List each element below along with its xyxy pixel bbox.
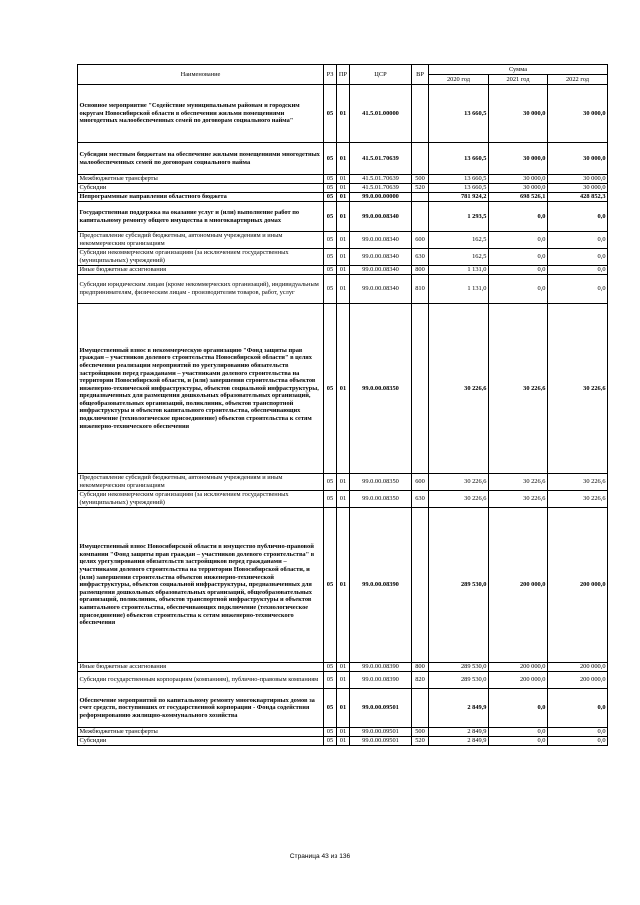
table-row — [78, 184, 608, 193]
row-pr: 01 — [337, 672, 350, 689]
row-rz: 05 — [324, 474, 337, 491]
row-name: Непрограммные направления областного бюджета — [78, 193, 324, 202]
row-pr: 01 — [337, 737, 350, 746]
row-vr: 820 — [412, 672, 429, 689]
row-value-2020: 2 849,9 — [429, 737, 489, 746]
row-pr: 01 — [337, 474, 350, 491]
table-row — [78, 304, 608, 474]
header-year-2021: 2021 год — [489, 75, 548, 85]
row-value-2022: 200 000,0 — [548, 663, 608, 672]
row-csr: 99.0.00.09501 — [350, 737, 412, 746]
row-rz: 05 — [324, 175, 337, 184]
row-name: Субсидии государственным корпорациям (компаниям), публично-правовым компаниям — [78, 672, 324, 689]
row-csr: 99.0.00.08340 — [350, 232, 412, 249]
row-name: Имущественный взнос Новосибирской области в имущество публично-правовой компании "Фонд защиты прав граждан – участников долевого строительства" в целях урегулирования обязательств застройщиков перед гражданами – участниками долевого строительства на территории Новосибирской области, и (или) завершения строительства объектов инженерно-технической инфраструктуры, объектов социальной инфраструктуры, предназначенных для размещения дошкольных образовательных организаций, общеобразовательных организаций, поликлиник, объектов транспортной инфраструктуры и объектов капитального строительства, обеспечивающих подключение (технологическое присоединение) объектов строительства к сетям инженерно-технического обеспечения — [78, 508, 324, 663]
row-vr — [412, 508, 429, 663]
row-vr: 500 — [412, 728, 429, 737]
row-value-2022: 200 000,0 — [548, 508, 608, 663]
row-value-2020: 289 530,0 — [429, 672, 489, 689]
table-header — [78, 65, 608, 85]
header-sum: Сумма — [429, 65, 608, 75]
row-pr: 01 — [337, 232, 350, 249]
row-value-2022: 30 000,0 — [548, 143, 608, 175]
row-rz: 05 — [324, 266, 337, 275]
row-pr: 01 — [337, 184, 350, 193]
row-pr: 01 — [337, 663, 350, 672]
row-value-2020: 1 293,5 — [429, 202, 489, 232]
row-value-2021: 0,0 — [489, 275, 548, 304]
row-csr: 99.0.00.08340 — [350, 249, 412, 266]
budget-table — [77, 64, 608, 746]
row-rz: 05 — [324, 193, 337, 202]
row-vr — [412, 202, 429, 232]
row-vr — [412, 85, 429, 143]
row-name: Предоставление субсидий бюджетным, автономным учреждениям и иным некоммерческим организациям — [78, 232, 324, 249]
row-csr: 99.0.00.09501 — [350, 689, 412, 728]
row-value-2022: 200 000,0 — [548, 672, 608, 689]
row-value-2020: 162,5 — [429, 232, 489, 249]
row-pr: 01 — [337, 202, 350, 232]
row-rz: 05 — [324, 728, 337, 737]
row-value-2022: 30 000,0 — [548, 85, 608, 143]
row-csr: 99.0.00.08340 — [350, 266, 412, 275]
row-rz: 05 — [324, 508, 337, 663]
row-value-2022: 0,0 — [548, 728, 608, 737]
row-vr: 630 — [412, 249, 429, 266]
row-rz: 05 — [324, 202, 337, 232]
row-value-2022: 0,0 — [548, 266, 608, 275]
table-row — [78, 491, 608, 508]
row-pr: 01 — [337, 275, 350, 304]
table-row — [78, 202, 608, 232]
row-value-2022: 30 226,6 — [548, 491, 608, 508]
row-value-2020: 781 924,2 — [429, 193, 489, 202]
row-value-2020: 13 660,5 — [429, 143, 489, 175]
row-pr: 01 — [337, 193, 350, 202]
row-csr: 99.0.00.08390 — [350, 672, 412, 689]
row-value-2021: 0,0 — [489, 737, 548, 746]
row-rz: 05 — [324, 672, 337, 689]
table-row — [78, 689, 608, 728]
row-value-2021: 0,0 — [489, 728, 548, 737]
table-row — [78, 474, 608, 491]
row-rz: 05 — [324, 689, 337, 728]
row-pr: 01 — [337, 266, 350, 275]
row-value-2021: 30 000,0 — [489, 85, 548, 143]
table-row — [78, 275, 608, 304]
table-row — [78, 193, 608, 202]
row-name: Государственная поддержка на оказание услуг и (или) выполнение работ по капитальному ремонту общего имущества в многоквартирных домах — [78, 202, 324, 232]
table-row — [78, 266, 608, 275]
row-rz: 05 — [324, 491, 337, 508]
row-value-2021: 0,0 — [489, 689, 548, 728]
row-name: Иные бюджетные ассигнования — [78, 266, 324, 275]
row-value-2021: 0,0 — [489, 202, 548, 232]
table-row — [78, 728, 608, 737]
row-pr: 01 — [337, 175, 350, 184]
table-row — [78, 663, 608, 672]
row-rz: 05 — [324, 663, 337, 672]
row-name: Субсидии некоммерческим организациям (за исключением государственных (муниципальных) учреждений) — [78, 491, 324, 508]
row-name: Субсидии юридическим лицам (кроме некоммерческих организаций), индивидуальным предпринимателям, физическим лицам - производителям товаров, работ, услуг — [78, 275, 324, 304]
table-row — [78, 232, 608, 249]
row-value-2021: 0,0 — [489, 232, 548, 249]
row-value-2020: 162,5 — [429, 249, 489, 266]
row-value-2021: 200 000,0 — [489, 663, 548, 672]
row-vr: 520 — [412, 737, 429, 746]
row-value-2020: 13 660,5 — [429, 85, 489, 143]
row-value-2022: 0,0 — [548, 232, 608, 249]
header-csr: ЦСР — [350, 65, 412, 85]
row-value-2020: 13 660,5 — [429, 175, 489, 184]
row-value-2022: 0,0 — [548, 249, 608, 266]
row-value-2022: 0,0 — [548, 737, 608, 746]
row-value-2021: 30 226,6 — [489, 474, 548, 491]
table-row — [78, 85, 608, 143]
row-csr: 99.0.00.08350 — [350, 491, 412, 508]
row-pr: 01 — [337, 689, 350, 728]
row-value-2022: 0,0 — [548, 689, 608, 728]
row-rz: 05 — [324, 737, 337, 746]
row-csr: 99.0.00.08390 — [350, 663, 412, 672]
row-vr: 800 — [412, 663, 429, 672]
row-value-2020: 2 849,9 — [429, 728, 489, 737]
row-value-2020: 30 226,6 — [429, 491, 489, 508]
row-value-2022: 30 226,6 — [548, 304, 608, 474]
row-csr: 99.0.00.08340 — [350, 202, 412, 232]
row-name: Межбюджетные трансферты — [78, 728, 324, 737]
row-name: Межбюджетные трансферты — [78, 175, 324, 184]
row-value-2022: 30 000,0 — [548, 175, 608, 184]
table-row — [78, 249, 608, 266]
row-rz: 05 — [324, 184, 337, 193]
row-vr — [412, 143, 429, 175]
row-value-2022: 30 000,0 — [548, 184, 608, 193]
row-value-2022: 30 226,6 — [548, 474, 608, 491]
row-csr: 99.0.00.08350 — [350, 474, 412, 491]
row-value-2020: 30 226,6 — [429, 304, 489, 474]
header-year-2020: 2020 год — [429, 75, 489, 85]
row-value-2021: 0,0 — [489, 249, 548, 266]
row-csr: 41.5.01.70639 — [350, 143, 412, 175]
row-vr: 810 — [412, 275, 429, 304]
row-value-2020: 13 660,5 — [429, 184, 489, 193]
row-csr: 99.0.00.08340 — [350, 275, 412, 304]
table-row — [78, 737, 608, 746]
row-rz: 05 — [324, 143, 337, 175]
row-vr: 630 — [412, 491, 429, 508]
row-value-2021: 698 526,1 — [489, 193, 548, 202]
row-value-2021: 30 000,0 — [489, 143, 548, 175]
row-value-2021: 0,0 — [489, 266, 548, 275]
row-vr — [412, 193, 429, 202]
header-pr: ПР — [337, 65, 350, 85]
row-vr — [412, 689, 429, 728]
row-value-2020: 289 530,0 — [429, 663, 489, 672]
row-csr: 99.0.00.08350 — [350, 304, 412, 474]
row-pr: 01 — [337, 249, 350, 266]
row-vr: 500 — [412, 175, 429, 184]
row-value-2021: 30 000,0 — [489, 184, 548, 193]
row-pr: 01 — [337, 304, 350, 474]
page-number: Страница 43 из 136 — [289, 853, 351, 860]
row-value-2021: 30 226,6 — [489, 491, 548, 508]
row-pr: 01 — [337, 143, 350, 175]
row-value-2022: 0,0 — [548, 275, 608, 304]
row-name: Субсидии — [78, 184, 324, 193]
row-csr: 99.0.00.08390 — [350, 508, 412, 663]
row-value-2021: 30 000,0 — [489, 175, 548, 184]
row-value-2020: 289 530,0 — [429, 508, 489, 663]
row-csr: 99.0.00.09501 — [350, 728, 412, 737]
row-value-2020: 1 131,0 — [429, 266, 489, 275]
table-row — [78, 672, 608, 689]
header-year-2022: 2022 год — [548, 75, 608, 85]
row-name: Предоставление субсидий бюджетным, автономным учреждениям и иным некоммерческим организациям — [78, 474, 324, 491]
row-csr: 41.5.01.00000 — [350, 85, 412, 143]
header-rz: РЗ — [324, 65, 337, 85]
header-name: Наименование — [78, 65, 324, 85]
row-rz: 05 — [324, 249, 337, 266]
table-row — [78, 175, 608, 184]
row-vr — [412, 304, 429, 474]
row-pr: 01 — [337, 728, 350, 737]
row-name: Имущественный взнос в некоммерческую организацию "Фонд защиты прав граждан – участников долевого строительства Новосибирской области" в целях обеспечения реализации мероприятий по урегулированию обязательств застройщиков перед гражданами – участниками долевого строительства на территории Новосибирской области, и (или) завершения строительства объектов инженерно-технической инфраструктуры, объектов социальной инфраструктуры, предназначенных для размещения дошкольных образовательных организаций, общеобразовательных организаций, поликлиник, объектов транспортной инфраструктуры и объектов капитального строительства, обеспечивающих подключение (технологическое присоединение) объектов строительства к сетям инженерно-технического обеспечения — [78, 304, 324, 474]
row-value-2022: 428 852,3 — [548, 193, 608, 202]
row-value-2020: 2 849,9 — [429, 689, 489, 728]
table-row — [78, 143, 608, 175]
row-pr: 01 — [337, 491, 350, 508]
row-value-2021: 200 000,0 — [489, 508, 548, 663]
row-vr: 600 — [412, 474, 429, 491]
row-vr: 520 — [412, 184, 429, 193]
row-pr: 01 — [337, 85, 350, 143]
row-rz: 05 — [324, 304, 337, 474]
row-vr: 600 — [412, 232, 429, 249]
row-value-2022: 0,0 — [548, 202, 608, 232]
table-body — [78, 85, 608, 746]
row-value-2021: 200 000,0 — [489, 672, 548, 689]
row-rz: 05 — [324, 85, 337, 143]
row-name: Субсидии — [78, 737, 324, 746]
header-vr: ВР — [412, 65, 429, 85]
row-pr: 01 — [337, 508, 350, 663]
row-name: Основное мероприятие "Содействие муниципальным районам и городским округам Новосибирской области в обеспечении жильми помещениями многодетных малообеспеченных семей по договорам социального найма" — [78, 85, 324, 143]
row-value-2021: 30 226,6 — [489, 304, 548, 474]
row-vr: 800 — [412, 266, 429, 275]
row-value-2020: 1 131,0 — [429, 275, 489, 304]
row-name: Субсидии некоммерческим организациям (за исключением государственных (муниципальных) учреждений) — [78, 249, 324, 266]
row-csr: 99.0.00.00000 — [350, 193, 412, 202]
row-csr: 41.5.01.70639 — [350, 175, 412, 184]
row-csr: 41.5.01.70639 — [350, 184, 412, 193]
row-value-2020: 30 226,6 — [429, 474, 489, 491]
row-rz: 05 — [324, 232, 337, 249]
table-row — [78, 508, 608, 663]
row-name: Иные бюджетные ассигнования — [78, 663, 324, 672]
row-name: Обеспечение мероприятий по капитальному ремонту многоквартирных домов за счет средств, поступивших от государственной корпорации - Фонда содействия реформированию жилищно-коммунального хозяйства — [78, 689, 324, 728]
row-rz: 05 — [324, 275, 337, 304]
row-name: Субсидии местным бюджетам на обеспечение жилыми помещениями многодетных малообеспеченных семей по договорам социального найма — [78, 143, 324, 175]
